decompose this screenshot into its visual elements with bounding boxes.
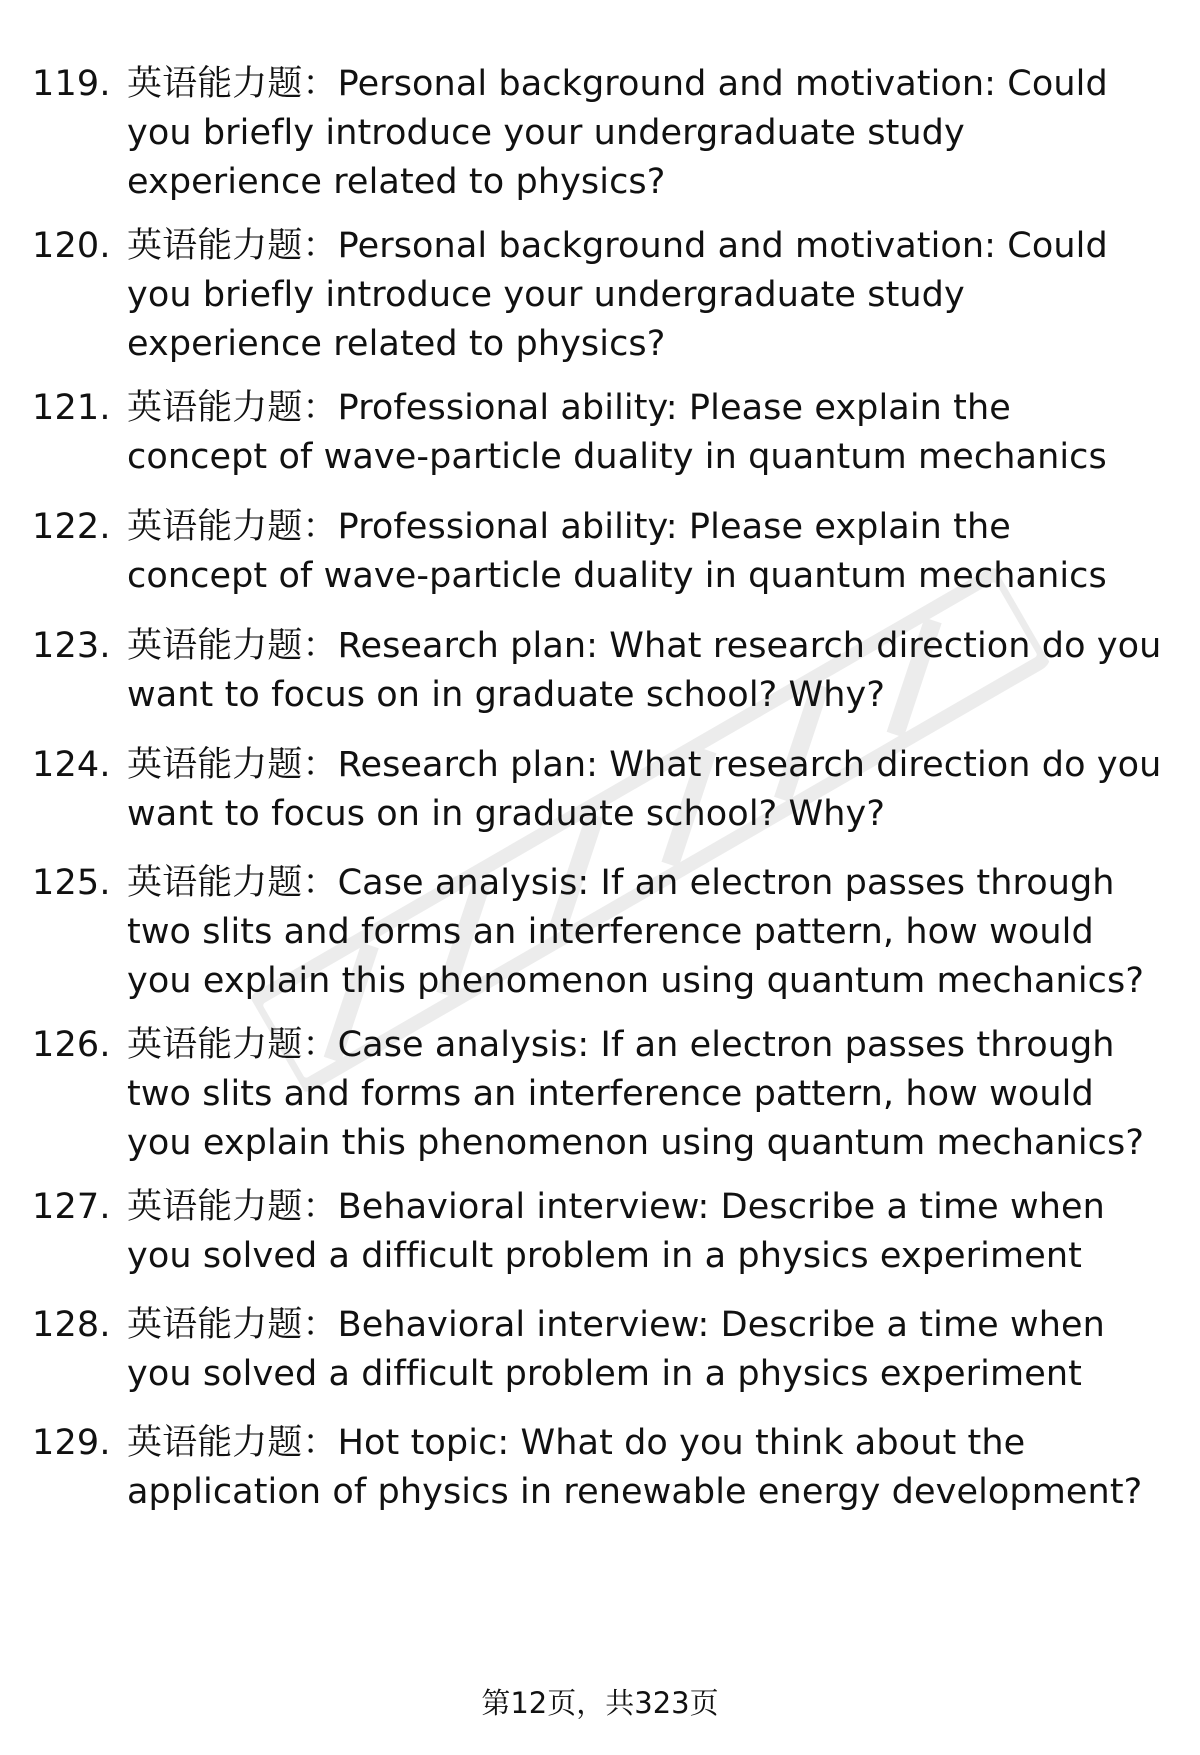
question-text: Hot topic: What do you think about the application of physics in renewable energy development? xyxy=(127,1423,1143,1512)
question-body xyxy=(127,1183,1162,1281)
question-body xyxy=(127,859,1162,1006)
question-item-123 xyxy=(32,622,1162,741)
question-number: 125. xyxy=(32,863,111,903)
question-item-119 xyxy=(32,60,1162,222)
question-body xyxy=(127,222,1162,369)
question-text: Research plan: What research direction do you want to focus on in graduate school? Why? xyxy=(127,745,1162,834)
question-item-124 xyxy=(32,741,1162,859)
question-label: 英语能力题： xyxy=(127,388,338,428)
question-text: Personal background and motivation: Could you briefly introduce your undergraduate study experience related to physics? xyxy=(127,64,1108,202)
question-number: 128. xyxy=(32,1305,111,1345)
question-item-127 xyxy=(32,1183,1162,1301)
question-number: 126. xyxy=(32,1025,111,1065)
question-body xyxy=(127,1419,1162,1517)
question-body xyxy=(127,622,1162,720)
question-number: 123. xyxy=(32,626,111,666)
question-item-121 xyxy=(32,384,1162,503)
question-body xyxy=(127,503,1162,601)
question-number: 129. xyxy=(32,1423,111,1463)
question-text: Research plan: What research direction do you want to focus on in graduate school? Why? xyxy=(127,626,1162,715)
question-number: 127. xyxy=(32,1187,111,1227)
question-body xyxy=(127,60,1162,207)
question-list xyxy=(32,60,1162,1538)
question-number: 121. xyxy=(32,388,111,428)
question-label: 英语能力题： xyxy=(127,226,338,266)
question-label: 英语能力题： xyxy=(127,1305,338,1345)
question-label: 英语能力题： xyxy=(127,626,338,666)
question-item-129 xyxy=(32,1419,1162,1538)
question-text: Professional ability: Please explain the concept of wave-particle duality in quantum mechanics xyxy=(127,388,1107,477)
question-number: 120. xyxy=(32,226,111,266)
question-body xyxy=(127,741,1162,839)
page-footer: 第12页，共323页 xyxy=(481,1686,719,1720)
question-number: 122. xyxy=(32,507,111,547)
question-item-122 xyxy=(32,503,1162,622)
question-body xyxy=(127,384,1162,482)
question-text: Case analysis: If an electron passes through two slits and forms an interference pattern, how would you explain this phenomenon using quantum mechanics? xyxy=(127,863,1145,1001)
question-label: 英语能力题： xyxy=(127,863,338,903)
question-label: 英语能力题： xyxy=(127,1423,338,1463)
question-number: 124. xyxy=(32,745,111,785)
question-label: 英语能力题： xyxy=(127,64,338,104)
question-text: Behavioral interview: Describe a time when you solved a difficult problem in a physics experiment xyxy=(127,1305,1105,1394)
question-body xyxy=(127,1021,1162,1168)
question-label: 英语能力题： xyxy=(127,507,338,547)
question-text: Behavioral interview: Describe a time when you solved a difficult problem in a physics experiment xyxy=(127,1187,1105,1276)
question-item-120 xyxy=(32,222,1162,384)
question-text: Personal background and motivation: Could you briefly introduce your undergraduate study experience related to physics? xyxy=(127,226,1108,364)
question-item-125 xyxy=(32,859,1162,1021)
question-item-126 xyxy=(32,1021,1162,1183)
question-label: 英语能力题： xyxy=(127,745,338,785)
question-text: Professional ability: Please explain the concept of wave-particle duality in quantum mechanics xyxy=(127,507,1107,596)
question-text: Case analysis: If an electron passes through two slits and forms an interference pattern, how would you explain this phenomenon using quantum mechanics? xyxy=(127,1025,1145,1163)
question-number: 119. xyxy=(32,64,111,104)
question-item-128 xyxy=(32,1301,1162,1419)
question-label: 英语能力题： xyxy=(127,1025,338,1065)
question-label: 英语能力题： xyxy=(127,1187,338,1227)
question-body xyxy=(127,1301,1162,1399)
